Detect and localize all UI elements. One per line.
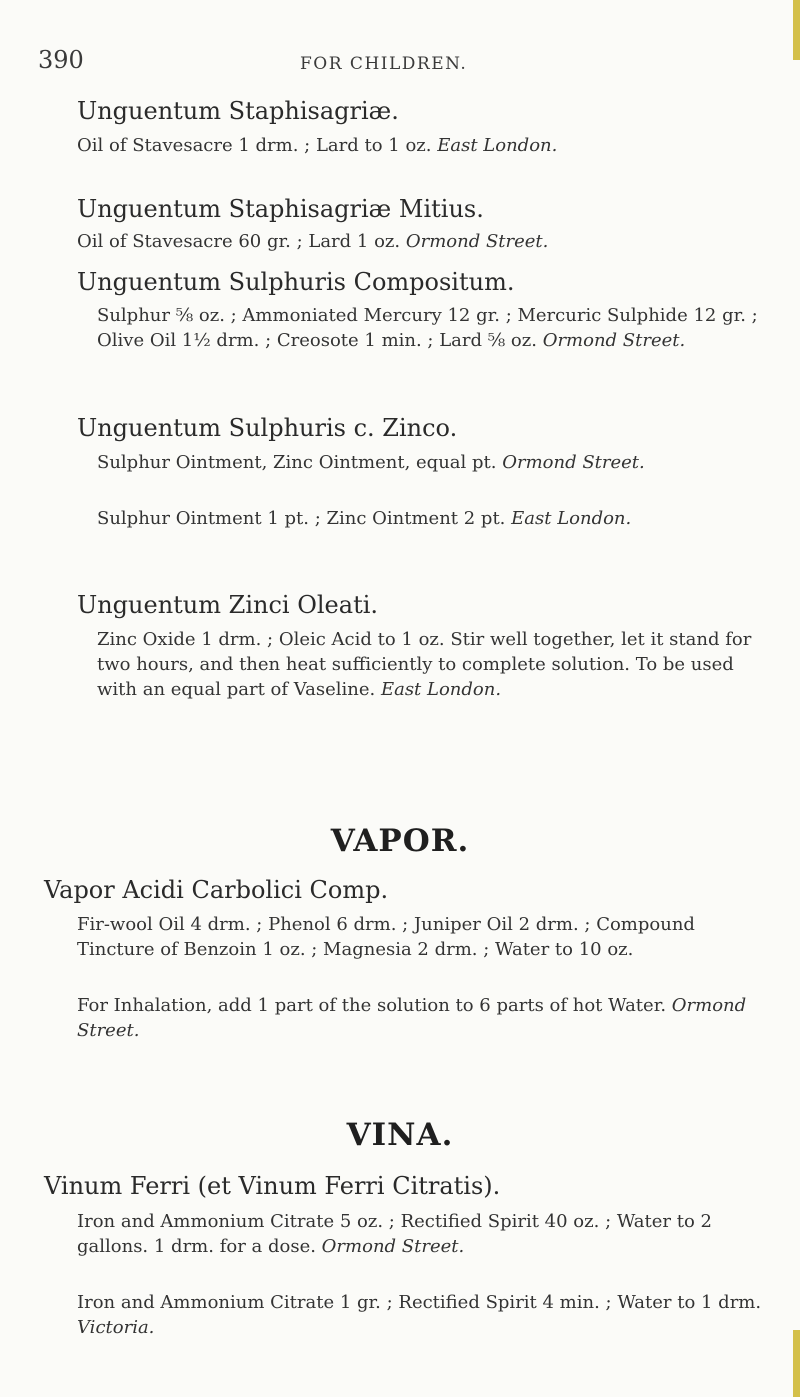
entry-paragraph: [77, 1209, 777, 1259]
source-hospital: East London.: [437, 135, 558, 156]
page-number: 390: [38, 46, 84, 74]
page-edge-stain: [793, 1330, 800, 1397]
running-head: [0, 46, 800, 86]
entry-title: Unguentum Zinci Oleati.: [77, 591, 379, 619]
entry-title: Unguentum Staphisagriæ.: [77, 97, 399, 125]
entry-title: Unguentum Staphisagriæ Mitius.: [77, 195, 484, 223]
paragraph-text: Iron and Ammonium Citrate 5 oz. ; Rectified Spirit 40 oz. ; Water to 2 gallons. 1 drm. for a dose.: [77, 1211, 712, 1257]
entry-paragraph: [97, 506, 777, 531]
entry-title: Unguentum Sulphuris c. Zinco.: [77, 414, 458, 442]
section-heading-vapor: VAPOR.: [330, 823, 470, 859]
paragraph-text: For Inhalation, add 1 part of the solution to 6 parts of hot Water.: [77, 995, 672, 1016]
paragraph-text: Oil of Stavesacre 60 gr. ; Lard 1 oz.: [77, 231, 406, 252]
paragraph-text: Sulphur Ointment 1 pt. ; Zinc Ointment 2 pt.: [97, 508, 512, 529]
paragraph-text: Oil of Stavesacre 1 drm. ; Lard to 1 oz.: [77, 135, 438, 156]
page-edge-stain: [793, 0, 800, 60]
paragraph-text: Sulphur ⅝ oz. ; Ammoniated Mercury 12 gr. ; Mercuric Sulphide 12 gr. ; Olive Oil 1½ drm. ; Creosote 1 min. ; Lard ⅝ oz.: [97, 305, 758, 351]
source-hospital: Ormond Street.: [542, 330, 686, 351]
entry-paragraph: [97, 450, 777, 475]
source-hospital: Ormond Street.: [321, 1236, 465, 1257]
entry-paragraph: [77, 993, 777, 1043]
entry-title: Vapor Acidi Carbolici Comp.: [44, 876, 389, 904]
source-hospital: East London.: [511, 508, 632, 529]
source-hospital: Ormond Street.: [502, 452, 645, 473]
paragraph-text: Sulphur Ointment, Zinc Ointment, equal pt.: [97, 452, 503, 473]
paragraph-text: Iron and Ammonium Citrate 1 gr. ; Rectified Spirit 4 min. ; Water to 1 drm.: [77, 1292, 762, 1313]
entry-paragraph: [97, 303, 777, 353]
entry-title: Vinum Ferri (et Vinum Ferri Citratis).: [44, 1172, 501, 1200]
source-hospital: Ormond Street.: [405, 231, 549, 252]
source-hospital: Ormond Street.: [77, 995, 747, 1041]
source-hospital: East London.: [380, 679, 502, 700]
entry-title: Unguentum Sulphuris Compositum.: [77, 268, 515, 296]
entry-paragraph: [77, 1290, 777, 1340]
paragraph-text: Fir-wool Oil 4 drm. ; Phenol 6 drm. ; Juniper Oil 2 drm. ; Compound Tincture of Benzoin 1 oz. ; Magnesia 2 drm. ; Water to 10 oz.: [77, 914, 695, 960]
section-heading-vina: VINA.: [346, 1117, 454, 1153]
paragraph-text: Zinc Oxide 1 drm. ; Oleic Acid to 1 oz. Stir well together, let it stand for two hours, and then heat sufficiently to complete solution. To be used with an equal part of Vaseline.: [97, 629, 752, 700]
source-hospital: Victoria.: [77, 1317, 155, 1338]
entry-paragraph: [77, 229, 777, 254]
entry-paragraph: [77, 133, 777, 158]
entry-paragraph: [77, 912, 777, 962]
running-title: FOR CHILDREN.: [300, 54, 468, 74]
entry-paragraph: [97, 627, 777, 702]
